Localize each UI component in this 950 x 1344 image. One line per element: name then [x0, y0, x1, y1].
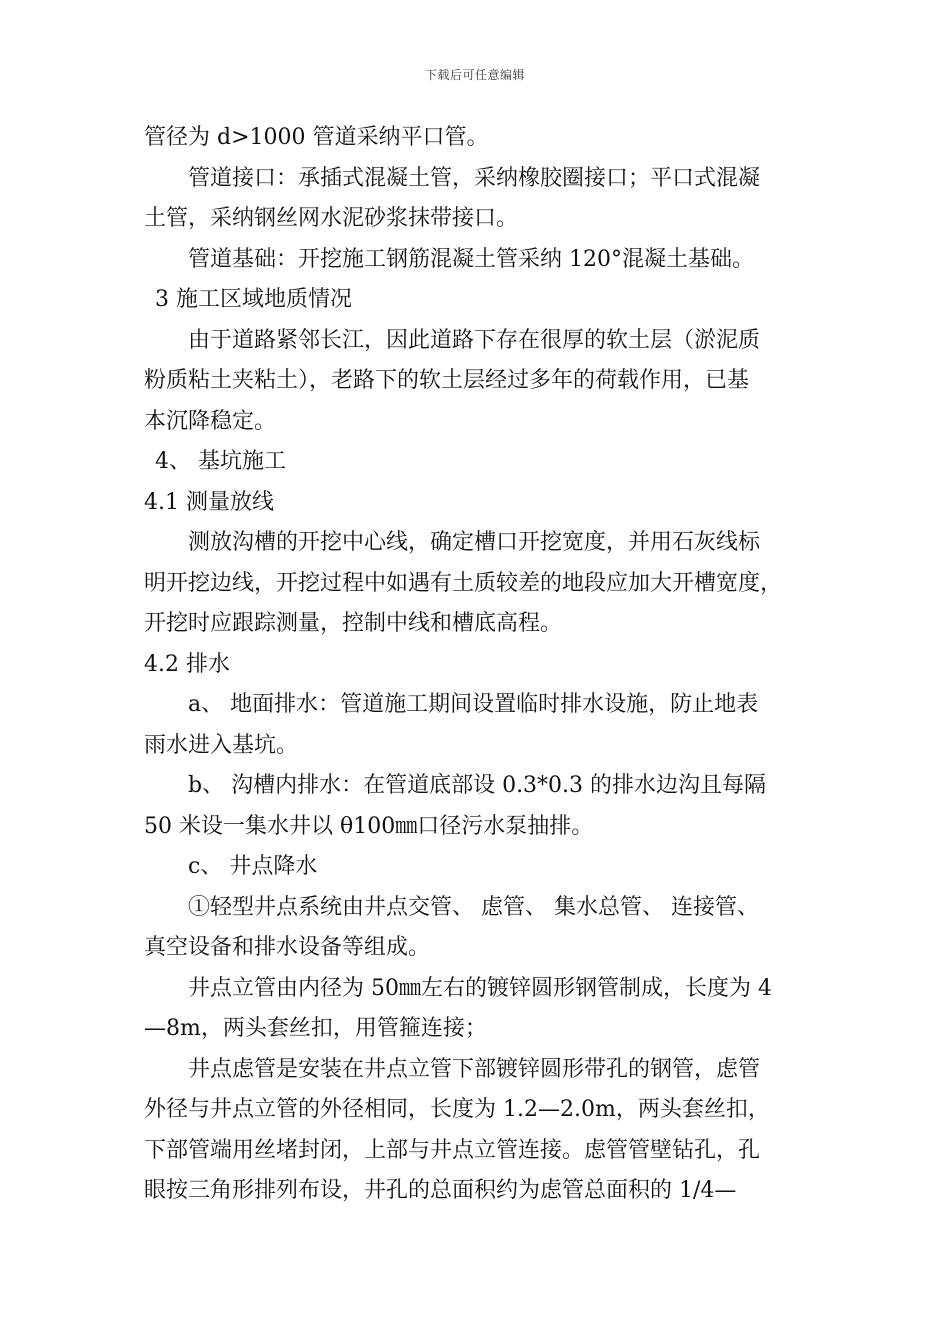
text-line: 开挖时应跟踪测量，控制中线和槽底高程。: [144, 611, 563, 636]
section-heading: 4、 基坑施工: [155, 449, 286, 474]
subsection-heading: 4.1 测量放线: [144, 489, 274, 515]
text-line: 井点虑管是安装在井点立管下部镀锌圆形带孔的钢管，虑管: [188, 1056, 761, 1082]
text-line: 管道基础：开挖施工钢筋混凝土管采纳 120°混凝土基础。: [188, 246, 754, 272]
text-line: 由于道路紧邻长江，因此道路下存在很厚的软土层（淤泥质: [188, 327, 761, 353]
text-line: b、 沟槽内排水：在管道底部设 0.3*0.3 的排水边沟且每隔: [188, 773, 767, 798]
text-line: 外径与井点立管的外径相同，长度为 1.2—2.0m，两头套丝扣，: [144, 1097, 770, 1122]
text-line: ①轻型井点系统由井点交管、 虑管、 集水总管、 连接管、: [188, 894, 759, 920]
text-line: 本沉降稳定。: [144, 408, 277, 434]
page-header: 下载后可任意编辑: [424, 68, 525, 82]
text-line: 雨水进入基坑。: [144, 732, 299, 758]
text-line: 粉质粘土夹粘土），老路下的软土层经过多年的荷载作用，已基: [144, 368, 750, 393]
text-line: 50 米设一集水井以 θ100㎜口径污水泵抽排。: [144, 813, 594, 839]
text-line: 明开挖边线，开挖过程中如遇有土质较差的地段应加大开槽宽度，: [144, 570, 783, 596]
text-line: 土管，采纳钢丝网水泥砂浆抹带接口。: [144, 206, 519, 231]
text-line: 井点立管由内径为 50㎜左右的镀锌圆形钢管制成，长度为 4: [188, 975, 772, 1001]
text-line: c、 井点降水: [188, 854, 318, 879]
text-line: 管径为 d>1000 管道采纳平口管。: [144, 125, 489, 150]
text-line: 眼按三角形排列布设，井孔的总面积约为虑管总面积的 1/4—: [144, 1178, 737, 1203]
text-line: 下部管端用丝堵封闭，上部与井点立管连接。虑管管壁钻孔，孔: [144, 1137, 761, 1163]
text-line: —8m，两头套丝扣，用管箍连接；: [144, 1016, 487, 1041]
text-line: 管道接口：承插式混凝土管，采纳橡胶圈接口；平口式混凝: [188, 165, 761, 191]
text-line: 测放沟槽的开挖中心线，确定槽口开挖宽度，并用石灰线标: [188, 530, 761, 555]
subsection-heading: 4.2 排水: [144, 651, 230, 677]
text-line: 真空设备和排水设备等组成。: [144, 935, 431, 960]
section-heading: 3 施工区域地质情况: [155, 287, 352, 312]
document-body: [144, 118, 804, 1212]
text-line: a、 地面排水：管道施工期间设置临时排水设施，防止地表: [188, 692, 759, 717]
